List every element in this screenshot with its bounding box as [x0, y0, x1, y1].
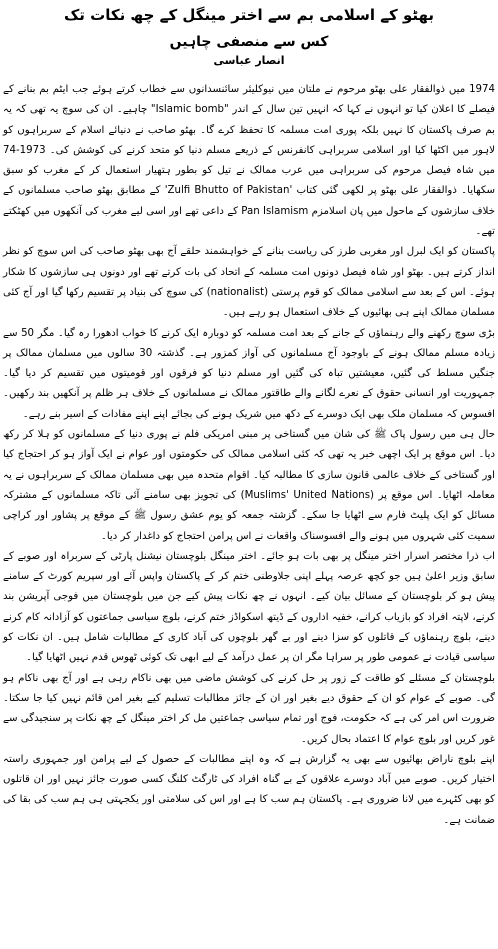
- article-paragraph: 1974 میں ذوالفقار علی بھٹو مرحوم نے ملتان میں نیوکلیئر سائنسدانوں سے خطاب کرتے ہوئے جب ایٹم بم بنانے کے فیصلے کا اعلان کیا تو انہوں نے کہا کہ انہیں تین سال کے اندر "Islamic bomb" چاہیے۔ ان کی سوچ یہ تھی کہ یہ بم صرف پاکستان کا نہیں بلکہ پوری امت مسلمہ کا تحفظ کرے گا۔ بھٹو صاحب نے دنیائے اسلام کے سربراہوں کو لاہور میں اکٹھا کیا اور اسلامی سربراہی کانفرنس کے ذریعے مسلم دنیا کو متحد کرنے کی کوشش کی۔ 1973-74 میں شاہ فیصل مرحوم کی سربراہی میں عرب ممالک نے تیل کو بطور ہتھیار استعمال کر کے مغرب کو سبق سکھایا۔ ذوالفقار علی بھٹو پر لکھی گئی کتاب 'Zulfi Bhutto of Pakistan' کے مطابق بھٹو صاحب مسلمانوں کے خلاف سازشوں کے ماحول میں پان اسلامزم Pan Islamism کے داعی تھے اور اسی لیے مغرب کی آنکھوں میں کھٹکتے تھے۔: [3, 84, 495, 238]
- article-paragraph: اپنے بلوچ ناراض بھائیوں سے بھی یہ گزارش ہے کہ وہ اپنے مطالبات کے حصول کے لیے پرامن اور جمہوری راستہ اختیار کریں۔ صوبے میں آباد دوسرے علاقوں کے بے گناہ افراد کی ٹارگٹ کلنگ کسی صورت جائز نہیں اور ان قاتلوں کو بھی کٹہرے میں لانا ضروری ہے۔ پاکستان ہم سب کا ہے اور اس کی سلامتی اور یکجہتی ہی ہم سب کی بقا کی ضمانت ہے۔: [3, 753, 495, 826]
- article-paragraph: بلوچستان کے مسئلے کو طاقت کے زور پر حل کرنے کی کوشش ماضی میں بھی ناکام رہی ہے اور آج بھی ناکام ہو گی۔ صوبے کے عوام کو ان کے حقوق دیے بغیر اور ان کے جائز مطالبات تسلیم کیے بغیر امن قائم نہیں کیا جا سکتا۔ ضرورت اس امر کی ہے کہ حکومت، فوج اور تمام سیاسی جماعتیں مل کر اختر مینگل کے چھ نکات پر سنجیدگی سے غور کریں اور بلوچ عوام کا اعتماد بحال کریں۔: [3, 672, 495, 745]
- article-paragraph: بڑی سوچ رکھنے والے رہنماؤں کے جانے کے بعد امت مسلمہ کو دوبارہ ایک کرنے کا خواب ادھورا رہ گیا۔ مگر 50 سے زیادہ مسلم ممالک ہونے کے باوجود آج مسلمانوں کی آواز کمزور ہے۔ گذشتہ 30 سالوں میں مسلمان ممالک پر جنگیں مسلط کی گئیں، معیشتیں تباہ کی گئیں اور مسلم دنیا کو فرقوں اور قومیتوں میں تقسیم کر دیا گیا۔ جمہوریت اور انسانی حقوق کے نعرے لگانے والے طاقتور ممالک نے مسلمانوں کے خلاف ہر ظلم پر آنکھیں بند رکھیں۔ افسوس کہ مسلمان ملک بھی ایک دوسرے کے دکھ میں شریک ہونے کی بجائے اپنے اپنے مفادات کے اسیر بنے رہے۔: [3, 327, 496, 420]
- article-paragraph: حال ہی میں رسول پاک ﷺ کی شان میں گستاخی پر مبنی امریکی فلم نے پوری دنیا کے مسلمانوں کو ہلا کر رکھ دیا۔ اس موقع پر ایک اچھی خبر یہ تھی کہ کئی اسلامی ممالک کی حکومتوں اور عوام نے ایک آواز ہو کر احتجاج کیا اور گستاخی کے خلاف عالمی قانون سازی کا مطالبہ کیا۔ اقوام متحدہ میں بھی مسلمان ممالک کے سربراہوں نے یہ معاملہ اٹھایا۔ اس موقع پر (Muslims' United Nations) کی تجویز بھی سامنے آئی تاکہ مسلمانوں کے مشترکہ مسائل کو ایک پلیٹ فارم سے اٹھایا جا سکے۔ گزشتہ جمعہ کو یوم عشق رسول ﷺ کے موقع پر پشاور اور کراچی سمیت کئی شہروں میں ہونے والے افسوسناک واقعات نے اس پرامن احتجاج کو داغدار کر دیا۔: [3, 429, 495, 542]
- article-paragraph: اب ذرا مختصر اسرار اختر مینگل پر بھی بات ہو جائے۔ اختر مینگل بلوچستان نیشنل پارٹی کے سربراہ اور صوبے کے سابق وزیر اعلیٰ ہیں جو کچھ عرصہ پہلے اپنی جلاوطنی ختم کر کے پاکستان واپس آئے اور سپریم کورٹ کے سامنے پیش ہو کر بلوچستان کے مسائل بیان کیے۔ انہوں نے چھ نکات پیش کیے جن میں بلوچستان میں فوجی آپریشن بند کرنے، لاپتہ افراد کو بازیاب کرانے، خفیہ اداروں کے ڈیتھ اسکواڈز ختم کرنے، بلوچ سیاسی جماعتوں کو آزادانہ کام کرنے دینے، بلوچ رہنماؤں کے قاتلوں کو سزا دینے اور بے گھر بلوچوں کی آباد کاری کے مطالبات شامل ہیں۔ ان نکات کو سیاسی قیادت نے عمومی طور پر سراہا مگر ان پر عمل درآمد کے لیے ابھی تک کوئی ٹھوس قدم نہیں اٹھایا گیا۔: [3, 550, 495, 664]
- article-headline: بھٹو کے اسلامی بم سے اختر مینگل کے چھ نکات تک: [63, 6, 435, 24]
- article-subtitle: کس سے منصفی چاہیں: [169, 34, 329, 50]
- article-paragraph: پاکستان کو ایک لبرل اور مغربی طرز کی ریاست بنانے کے خواہشمند حلقے آج بھی بھٹو صاحب کی اس سوچ کو نظر انداز کرتے ہیں۔ بھٹو اور شاہ فیصل دونوں امت مسلمہ کے اتحاد کی بات کرتے تھے اور دونوں ہی سازشوں کا شکار ہوئے۔ اس کے بعد سے اسلامی ممالک کو قوم پرستی (nationalist) کی سوچ کی بنیاد پر تقسیم رکھا گیا اور آج کئی مسلمان ممالک اپنے ہی بھائیوں کے خلاف استعمال ہو رہے ہیں۔: [3, 246, 495, 319]
- article-byline: انصار عباسی: [213, 54, 285, 67]
- article-body: [3, 80, 495, 831]
